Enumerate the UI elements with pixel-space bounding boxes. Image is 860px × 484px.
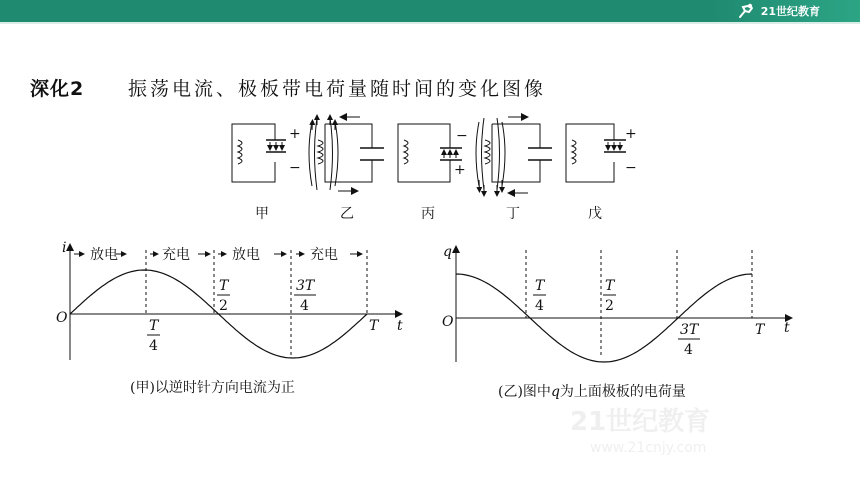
- current-origin: O: [56, 310, 68, 326]
- charge-origin: O: [442, 314, 454, 330]
- circuit-bing: [398, 124, 462, 182]
- q-tick-t: T: [755, 322, 765, 338]
- section-title: 振荡电流、极板带电荷量随时间的变化图像: [128, 78, 547, 100]
- charge-caption-var: q: [550, 384, 560, 400]
- charge-chart: [442, 244, 792, 362]
- jia-minus: −: [289, 160, 301, 176]
- circuit-label-ding: 丁: [506, 206, 520, 222]
- tick-t: T: [369, 318, 379, 334]
- wu-minus: −: [625, 160, 637, 176]
- circuit-label-jia: 甲: [255, 206, 269, 222]
- charge-caption: [498, 383, 686, 400]
- brand-text: 21世纪教育: [760, 5, 820, 18]
- phase-label-4: 充电: [310, 247, 338, 263]
- q-tick-t4-num: T: [535, 278, 545, 294]
- tick-t2-den: 2: [219, 298, 228, 314]
- bing-plus: +: [454, 162, 466, 178]
- q-tick-t2-num: T: [605, 278, 615, 294]
- current-chart: [56, 240, 403, 360]
- q-tick-t2-den: 2: [605, 298, 614, 314]
- circuit-jia: [232, 124, 286, 182]
- circuit-yi: [309, 115, 384, 191]
- bing-minus: −: [456, 128, 468, 144]
- wu-plus: +: [625, 126, 637, 142]
- circuit-ding: [476, 117, 552, 196]
- q-tick-t4-den: 4: [535, 298, 544, 314]
- section-label: 深化2: [30, 78, 85, 100]
- svg-text:21世纪教育: 21世纪教育: [570, 407, 711, 437]
- charge-x-label: t: [784, 320, 790, 336]
- tick-3t4-num: 3T: [296, 278, 315, 294]
- tick-t2-num: T: [219, 278, 229, 294]
- q-tick-3t4-num: 3T: [680, 322, 699, 338]
- circuit-label-bing: 丙: [421, 206, 435, 222]
- charge-caption-suffix: 为上面极板的电荷量: [559, 384, 686, 400]
- current-y-label: i: [62, 240, 67, 256]
- circuit-wu: [566, 124, 626, 182]
- phase-label-3: 放电: [232, 247, 260, 263]
- tick-t4-den: 4: [149, 338, 158, 354]
- phase-label-1: 放电: [90, 247, 118, 263]
- jia-plus: +: [289, 126, 301, 142]
- circuit-label-yi: 乙: [340, 206, 354, 222]
- current-x-label: t: [397, 318, 403, 334]
- charge-caption-prefix: (乙)图中: [498, 384, 551, 400]
- svg-text:www.21cnjy.com: www.21cnjy.com: [590, 440, 707, 456]
- current-caption: (甲)以逆时针方向电流为正: [130, 380, 295, 396]
- q-tick-3t4-den: 4: [684, 342, 693, 358]
- phase-label-2: 充电: [162, 247, 190, 263]
- tick-3t4-den: 4: [300, 298, 309, 314]
- tick-t4-num: T: [149, 318, 159, 334]
- charge-y-label: q: [443, 244, 452, 260]
- circuit-label-wu: 戊: [588, 206, 602, 222]
